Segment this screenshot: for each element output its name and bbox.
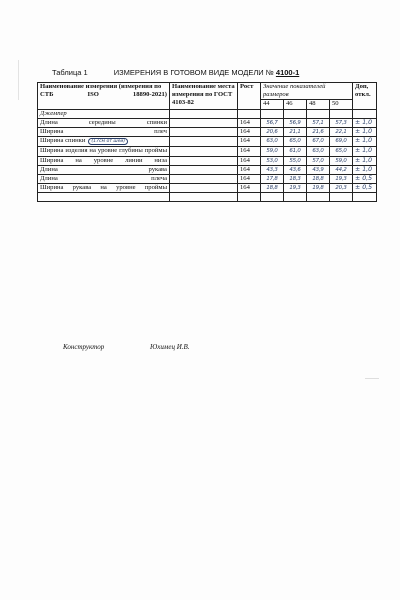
header-values: Значение показателей размеров (261, 83, 353, 100)
measure-height: 164 (238, 156, 261, 165)
size-value: 61,0 (284, 147, 307, 156)
measure-name-text: Длина середины спинки (40, 118, 167, 126)
size-value: 67,0 (307, 137, 330, 147)
size-value: 21,1 (284, 128, 307, 137)
table-row (38, 175, 377, 184)
size-value: 57,3 (330, 118, 353, 127)
table-body (38, 118, 377, 193)
tolerance-value: ± 1,0 (353, 165, 377, 174)
signature-name: Юхимец И.В. (150, 343, 190, 351)
size-value: 44,2 (330, 165, 353, 174)
size-value: 20,6 (261, 128, 284, 137)
tolerance-value: ± 0,5 (353, 175, 377, 184)
size-value: 59,0 (261, 147, 284, 156)
handwritten-note: (17см от шеи) (88, 138, 128, 145)
measure-name-text: Ширина спинки (40, 137, 86, 145)
size-value: 65,0 (284, 137, 307, 147)
size-value: 18,8 (307, 175, 330, 184)
measure-place (170, 165, 238, 174)
measure-height: 164 (238, 118, 261, 127)
size-value: 43,9 (307, 165, 330, 174)
header-tolerance: Доп, откл. (353, 83, 377, 110)
signature-role: Конструктор (63, 343, 105, 351)
measure-name-text: Ширина рукава на уровне проймы (40, 184, 167, 192)
table-row (38, 118, 377, 127)
table-row (38, 156, 377, 165)
measure-place (170, 175, 238, 184)
scan-mark (18, 60, 19, 100)
table-label: Таблица 1 (52, 68, 88, 77)
header-place: Наименование места измерения по ГОСТ 4103-82 (170, 83, 238, 110)
header-name: Наименование измерения (измерения по СТБ ISO 18890-2021) (38, 83, 170, 110)
size-50: 50 (330, 100, 353, 109)
group-label: Джемпер (38, 109, 170, 118)
measure-name (38, 175, 170, 184)
table-row (38, 137, 377, 147)
size-value: 21,6 (307, 128, 330, 137)
tolerance-value: ± 1,0 (353, 128, 377, 137)
measure-name-text: Ширина на уровне линии низа (40, 156, 167, 164)
size-value: 69,0 (330, 137, 353, 147)
table-row (38, 165, 377, 174)
model-number: 4100-1 (275, 68, 300, 77)
measure-place (170, 128, 238, 137)
measure-place (170, 156, 238, 165)
measure-height: 164 (238, 147, 261, 156)
measure-name (38, 147, 170, 156)
size-value: 57,0 (307, 156, 330, 165)
table-row (38, 147, 377, 156)
measure-height: 164 (238, 137, 261, 147)
size-value: 57,1 (307, 118, 330, 127)
group-row (38, 109, 377, 118)
size-value: 56,9 (284, 118, 307, 127)
scan-mark (365, 378, 379, 379)
size-44: 44 (261, 100, 284, 109)
measure-place (170, 137, 238, 147)
tolerance-value: ± 1,0 (353, 147, 377, 156)
size-value: 55,0 (284, 156, 307, 165)
tolerance-value: ± 1,0 (353, 118, 377, 127)
size-value: 18,8 (261, 184, 284, 193)
measure-place (170, 118, 238, 127)
tolerance-value: ± 1,0 (353, 156, 377, 165)
empty-row (38, 193, 377, 202)
measure-name (38, 156, 170, 165)
size-value: 43,3 (261, 165, 284, 174)
measure-name (38, 118, 170, 127)
size-value: 63,0 (307, 147, 330, 156)
measure-height: 164 (238, 175, 261, 184)
table-title: ИЗМЕРЕНИЯ В ГОТОВОМ ВИДЕ МОДЕЛИ № (113, 68, 274, 77)
size-value: 63,0 (261, 137, 284, 147)
measure-name (38, 184, 170, 193)
measure-name-text: Длина рукава (40, 165, 167, 173)
measure-height: 164 (238, 184, 261, 193)
size-value: 18,3 (284, 175, 307, 184)
header-row (38, 83, 377, 100)
measure-name-text: Длина плеча (40, 175, 167, 183)
measure-place (170, 147, 238, 156)
size-value: 17,8 (261, 175, 284, 184)
size-46: 46 (284, 100, 307, 109)
measure-name-text: Ширина изделия на уровне глубины проймы (40, 147, 167, 155)
size-48: 48 (307, 100, 330, 109)
measure-name (38, 137, 170, 147)
size-value: 56,7 (261, 118, 284, 127)
size-value: 22,1 (330, 128, 353, 137)
measure-height: 164 (238, 128, 261, 137)
size-value: 19,3 (330, 175, 353, 184)
size-value: 43,6 (284, 165, 307, 174)
tolerance-value: ± 0,5 (353, 184, 377, 193)
table-caption (52, 68, 372, 77)
size-value: 19,3 (284, 184, 307, 193)
measurements-table (37, 82, 377, 202)
table-row (38, 184, 377, 193)
size-value: 19,8 (307, 184, 330, 193)
size-value: 59,0 (330, 156, 353, 165)
tolerance-value: ± 1,0 (353, 137, 377, 147)
header-height: Рост (238, 83, 261, 110)
measure-height: 164 (238, 165, 261, 174)
measure-name (38, 165, 170, 174)
size-value: 20,3 (330, 184, 353, 193)
measure-name (38, 128, 170, 137)
size-value: 53,0 (261, 156, 284, 165)
size-value: 65,0 (330, 147, 353, 156)
measure-place (170, 184, 238, 193)
table-row (38, 128, 377, 137)
signature-line (63, 343, 190, 351)
measure-name-text: Ширина плеч (40, 128, 167, 136)
